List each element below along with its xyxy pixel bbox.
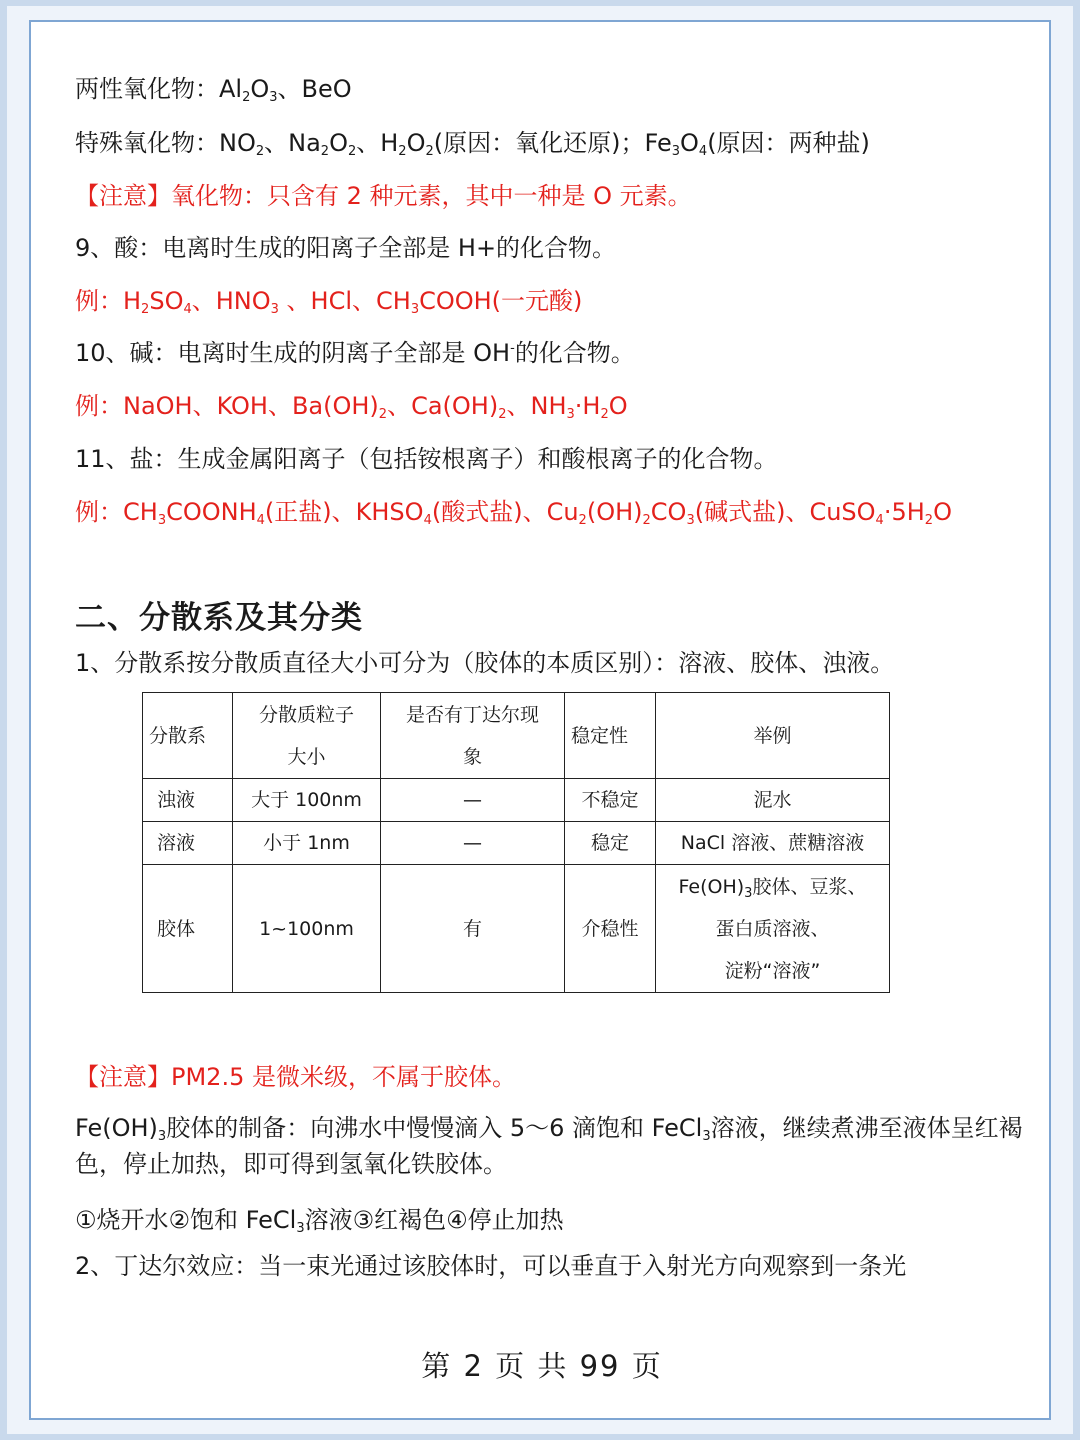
preparation-steps: ①烧开水②饱和 FeCl$_3$溶液③红褐色④停止加热 bbox=[75, 1206, 564, 1236]
table-row: 浊液 大于 100nm — 不稳定 泥水 bbox=[143, 779, 890, 822]
header-system: 分散系 bbox=[143, 693, 233, 779]
page-footer: 第 2 页 共 99 页 bbox=[421, 1349, 663, 1383]
table-header-row bbox=[143, 693, 890, 779]
outer-frame bbox=[7, 6, 1073, 1434]
salt-examples: 例：$CH_3COONH_4$(正盐)、$KHSO_4$(酸式盐)、$Cu_2(OH)_2CO_3$(碱式盐)、$CuSO_4\cdot 5H_2O$ bbox=[75, 498, 952, 528]
salt-definition: 11、盐：生成金属阳离子（包括铵根离子）和酸根离子的化合物。 bbox=[75, 445, 778, 473]
table-row: 胶体 1~100nm 有 介稳性 $Fe(OH)_3$胶体、豆浆、 蛋白质溶液、 淀粉“溶液” bbox=[143, 865, 890, 993]
oxide-note: 【注意】氧化物：只含有 2 种元素，其中一种是 O 元素。 bbox=[75, 182, 692, 210]
tyndall-effect: 2、丁达尔效应：当一束光通过该胶体时，可以垂直于入射光方向观察到一条光 bbox=[75, 1252, 907, 1280]
amphoteric-oxide-line: 两性氧化物：$Al_2O_3$、BeO bbox=[75, 75, 352, 105]
acid-definition: 9、酸：电离时生成的阳离子全部是 H+的化合物。 bbox=[75, 234, 617, 262]
colloid-preparation: $Fe(OH)_3$胶体的制备：向沸水中慢慢滴入 5～6 滴饱和 FeCl$_3$溶液，继续煮沸至液体呈红褐色，停止加热，即可得到氢氧化铁胶体。 bbox=[75, 1114, 1023, 1178]
header-particle-size: 分散质粒子 大小 bbox=[233, 693, 381, 779]
dispersion-table bbox=[142, 692, 890, 993]
dispersion-classification: 1、分散系按分散质直径大小可分为（胶体的本质区别）：溶液、胶体、浊液。 bbox=[75, 649, 895, 677]
section-heading: 二、分散系及其分类 bbox=[75, 600, 363, 636]
base-examples: 例：NaOH、KOH、$Ba(OH)_2$、$Ca(OH)_2$、$NH_3\cdot H_2O$ bbox=[75, 392, 628, 422]
header-tyndall: 是否有丁达尔现 象 bbox=[381, 693, 565, 779]
header-stability: 稳定性 bbox=[565, 693, 656, 779]
document-page bbox=[29, 20, 1051, 1420]
acid-examples: 例：$H_2SO_4$、$HNO_3$ 、HCl、$CH_3COOH$(一元酸) bbox=[75, 287, 583, 317]
base-definition: 10、碱：电离时生成的阴离子全部是 OH-的化合物。 bbox=[75, 339, 635, 367]
table-row: 溶液 小于 1nm — 稳定 NaCl 溶液、蔗糖溶液 bbox=[143, 822, 890, 865]
pm-note: 【注意】PM2.5 是微米级，不属于胶体。 bbox=[75, 1063, 516, 1091]
colloid-examples: $Fe(OH)_3$胶体、豆浆、 蛋白质溶液、 淀粉“溶液” bbox=[656, 865, 890, 993]
special-oxide-line: 特殊氧化物：$NO_2$、$Na_2O_2$、$H_2O_2$(原因：氧化还原)；$Fe_3O_4$(原因：两种盐) bbox=[75, 129, 870, 159]
header-example: 举例 bbox=[656, 693, 890, 779]
